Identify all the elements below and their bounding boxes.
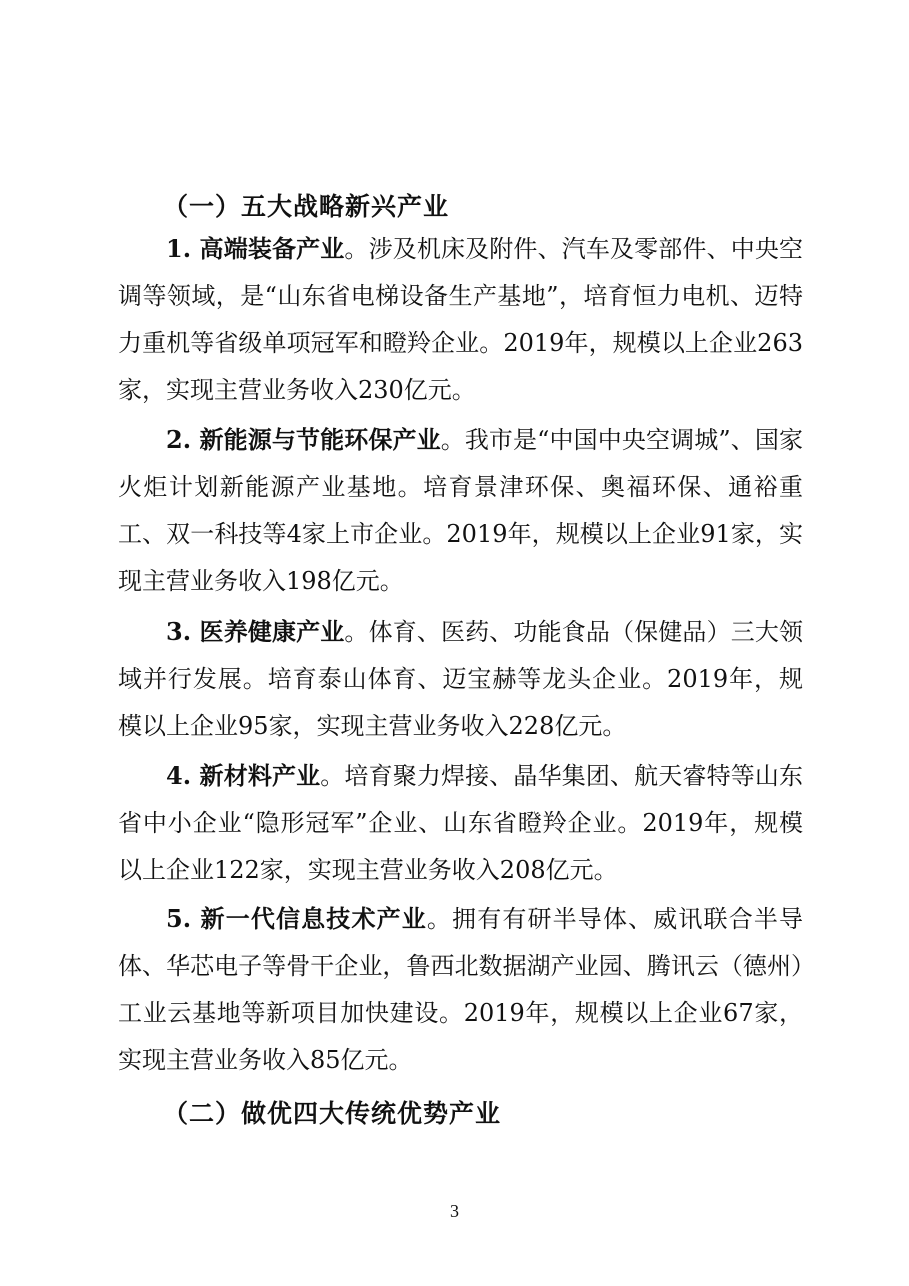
paragraph-lead: 1. 高端装备产业 (166, 234, 345, 263)
section-heading-traditional-industries: （二）做优四大传统优势产业 (163, 1099, 502, 1128)
paragraph-body: 。体育、医药、功能食品（保健品）三大领域并行发展。培育泰山体育、迈宝赫等龙头企业。2019年，规模以上企业95家，实现主营业务收入228亿元。 (118, 618, 803, 740)
paragraph-body: 。我市是“中国中央空调城”、国家火炬计划新能源产业基地。培育景津环保、奥福环保、通裕重工、双一科技等4家上市企业。2019年，规模以上企业91家，实现主营业务收入198亿元。 (118, 426, 803, 595)
section-heading-strategic-industries: （一）五大战略新兴产业 (163, 192, 450, 221)
paragraph-new-materials (118, 752, 803, 894)
paragraph-new-energy (118, 416, 803, 605)
paragraph-lead: 5. 新一代信息技术产业 (166, 904, 427, 933)
paragraph-high-end-equipment (118, 225, 803, 414)
paragraph-body: 。涉及机床及附件、汽车及零部件、中央空调等领域，是“山东省电梯设备生产基地”，培育恒力电机、迈特力重机等省级单项冠军和瞪羚企业。2019年，规模以上企业263家，实现主营业务收入230亿元。 (118, 235, 803, 404)
paragraph-lead: 3. 医养健康产业 (166, 617, 345, 646)
paragraph-information-technology (118, 895, 803, 1084)
page-number: 3 (450, 1201, 459, 1221)
paragraph-body: 。培育聚力焊接、晶华集团、航天睿特等山东省中小企业“隐形冠军”企业、山东省瞪羚企业。2019年，规模以上企业122家，实现主营业务收入208亿元。 (118, 762, 803, 884)
paragraph-body: 。拥有有研半导体、威讯联合半导体、华芯电子等骨干企业，鲁西北数据湖产业园、腾讯云（德州）工业云基地等新项目加快建设。2019年，规模以上企业67家，实现主营业务收入85亿元。 (118, 905, 803, 1074)
paragraph-lead: 4. 新材料产业 (166, 761, 321, 790)
paragraph-health (118, 608, 803, 750)
paragraph-lead: 2. 新能源与节能环保产业 (166, 425, 441, 454)
